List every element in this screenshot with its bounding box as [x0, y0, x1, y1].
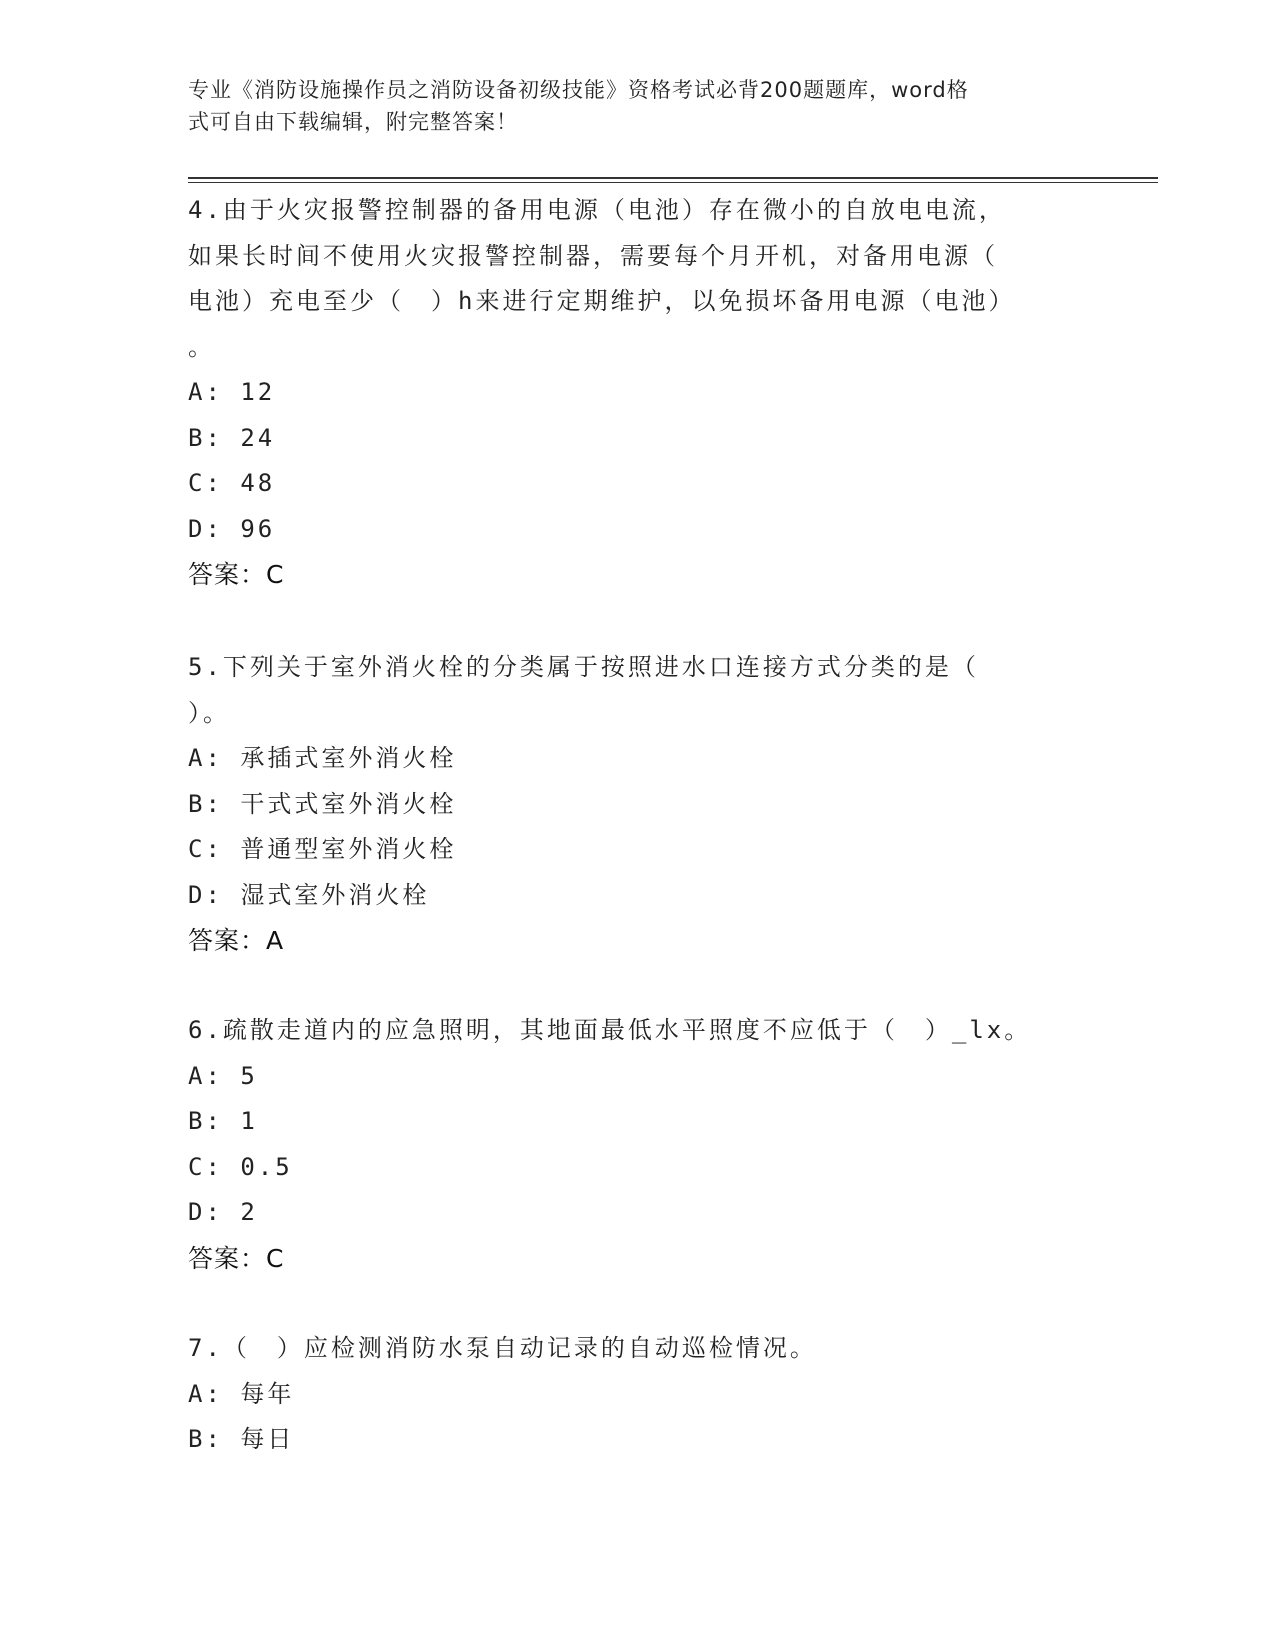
stem-line: 7.（ ）应检测消防水泵自动记录的自动巡检情况。 [188, 1334, 817, 1362]
answer-line: 答案：C [188, 1243, 285, 1273]
question-stem [188, 1326, 1088, 1372]
stem-line: ）。 [188, 698, 230, 727]
option-b: B: 1 [188, 1107, 258, 1135]
stem-line: 如果长时间不使用火灾报警控制器，需要每个月开机，对备用电源（ [188, 241, 998, 270]
question-stem [188, 645, 1088, 736]
stem-line: 。 [188, 332, 215, 361]
question-stem [188, 188, 1088, 370]
option-d: D: 96 [188, 514, 276, 543]
option-a: A: 5 [188, 1061, 258, 1090]
document-header [188, 74, 1088, 138]
answer-line: 答案：A [188, 926, 285, 955]
option-c: C: 0.5 [188, 1152, 293, 1181]
stem-line: 6.疏散走道内的应急照明，其地面最低水平照度不应低于（ ）_lx。 [188, 1016, 1032, 1044]
question-4 [188, 188, 1088, 598]
header-divider [188, 177, 1158, 183]
answer-line: 答案：C [188, 560, 285, 589]
option-d: D: 湿式室外消火栓 [188, 880, 430, 909]
header-line-2: 式可自由下载编辑，附完整答案！ [188, 110, 518, 134]
option-c: C: 普通型室外消火栓 [188, 835, 457, 863]
option-a: A: 每年 [188, 1379, 295, 1408]
option-d: D: 2 [188, 1198, 258, 1226]
option-a: A: 12 [188, 378, 276, 406]
stem-line: 5.下列关于室外消火栓的分类属于按照进水口连接方式分类的是（ [188, 653, 979, 681]
option-a: A: 承插式室外消火栓 [188, 744, 457, 772]
question-5 [188, 645, 1088, 964]
header-line-1: 专业《消防设施操作员之消防设备初级技能》资格考试必背200题题库，word格 [188, 78, 969, 102]
question-6 [188, 1008, 1088, 1281]
option-b: B: 24 [188, 423, 276, 452]
question-7 [188, 1326, 1088, 1463]
option-c: C: 48 [188, 469, 276, 497]
question-stem [188, 1008, 1088, 1054]
option-b: B: 干式式室外消火栓 [188, 789, 457, 818]
stem-line: 电池）充电至少（ ）h来进行定期维护，以免损坏备用电源（电池） [188, 287, 1016, 315]
stem-line: 4.由于火灾报警控制器的备用电源（电池）存在微小的自放电电流， [188, 196, 1006, 224]
option-b: B: 每日 [188, 1425, 295, 1453]
